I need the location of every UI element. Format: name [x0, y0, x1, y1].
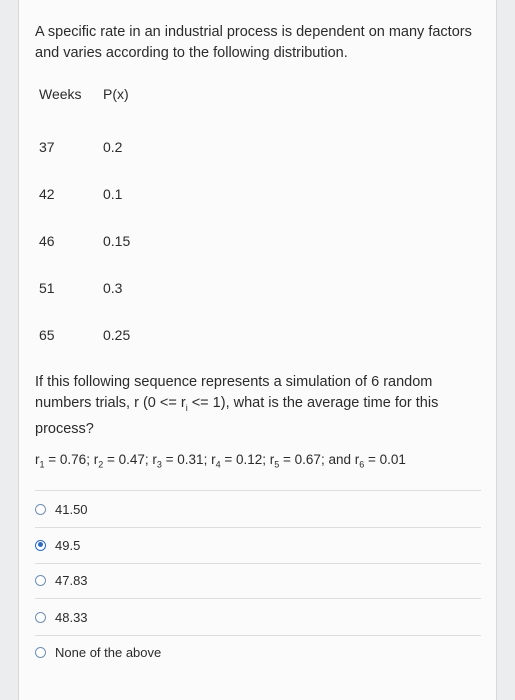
header-weeks: Weeks — [39, 86, 82, 102]
divider — [35, 635, 481, 636]
option-49-5[interactable] — [35, 535, 80, 555]
option-47-83[interactable] — [35, 570, 88, 590]
weeks-cell: 65 — [39, 327, 55, 343]
question-card — [18, 0, 497, 700]
header-px: P(x) — [103, 86, 129, 102]
radio-unselected-icon[interactable] — [35, 575, 46, 586]
option-label: 47.83 — [55, 572, 88, 588]
radio-unselected-icon[interactable] — [35, 504, 46, 515]
weeks-cell: 46 — [39, 233, 55, 249]
option-48-33[interactable] — [35, 607, 88, 627]
probability-cell: 0.2 — [103, 139, 123, 155]
weeks-cell: 42 — [39, 186, 55, 202]
radio-unselected-icon[interactable] — [35, 612, 46, 623]
probability-cell: 0.1 — [103, 186, 123, 202]
option-label: None of the above — [55, 644, 162, 660]
simulation-text: If this following sequence represents a simulation of 6 random numbers trials, r $(0 <= r_i <= 1)$, what is the average time for this process? — [35, 374, 439, 437]
option-label: 41.50 — [55, 501, 88, 517]
divider — [35, 598, 481, 599]
weeks-cell: 37 — [39, 139, 55, 155]
radio-selected-icon[interactable] — [35, 540, 46, 551]
random-numbers-line: $r_1 = 0.76$; $r_2 = 0.47$; $r_3 = 0.31$; $r_4 = 0.12$; $r_5 = 0.67$; and $r_6 = 0.01$ — [35, 452, 406, 470]
weeks-cell: 51 — [39, 280, 55, 296]
question-intro: A specific rate in an industrial process is dependent on many factors and varies according to the following distribution. — [35, 24, 472, 61]
option-label: 48.33 — [55, 609, 88, 625]
radio-unselected-icon[interactable] — [35, 647, 46, 658]
probability-cell: 0.15 — [103, 233, 131, 249]
probability-cell: 0.3 — [103, 280, 123, 296]
option-41-50[interactable] — [35, 499, 88, 519]
divider — [35, 527, 481, 528]
probability-cell: 0.25 — [103, 327, 131, 343]
option-label: 49.5 — [55, 537, 81, 553]
divider — [35, 563, 481, 564]
divider — [35, 490, 481, 491]
option-none-of-the-above[interactable] — [35, 642, 161, 662]
